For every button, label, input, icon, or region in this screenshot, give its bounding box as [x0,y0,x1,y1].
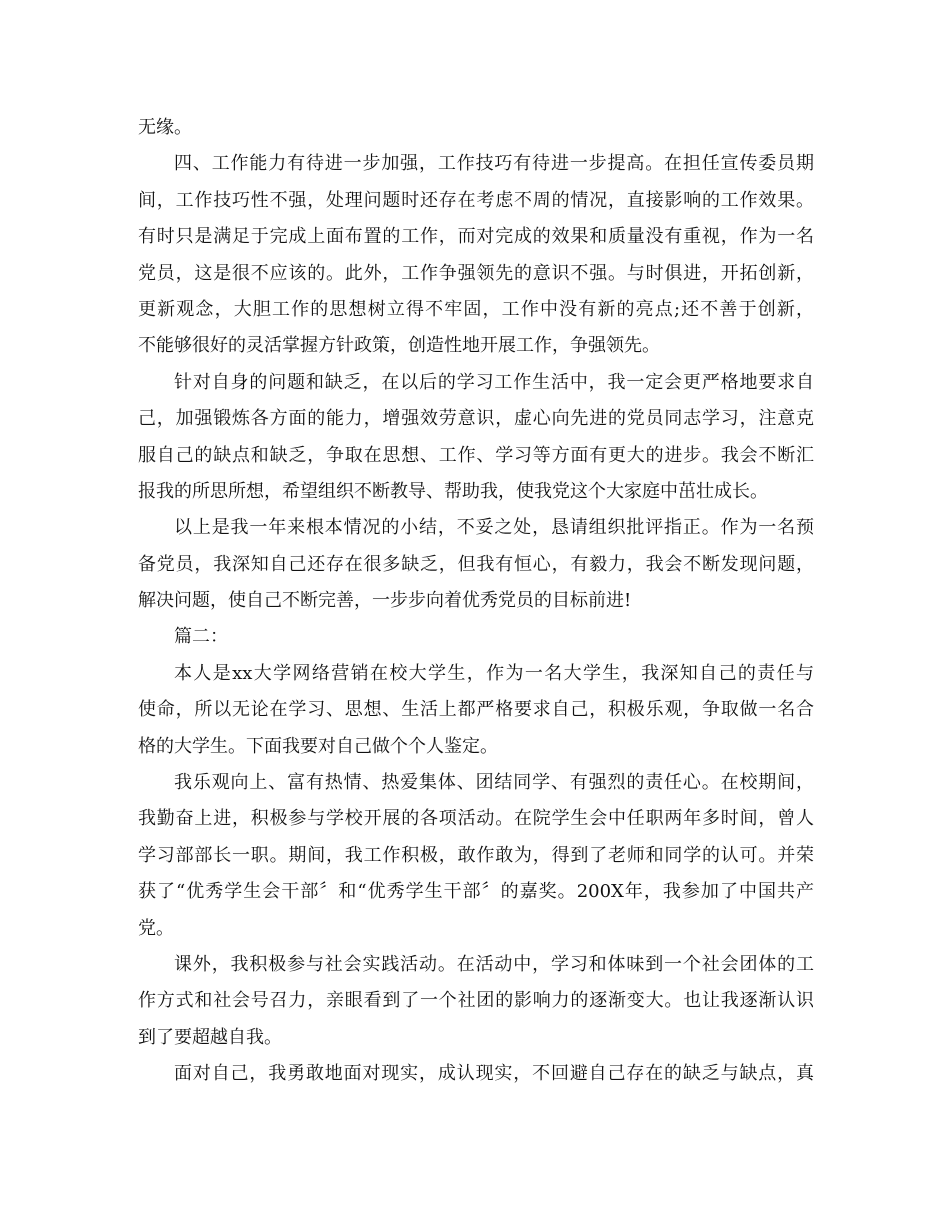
document-body [138,110,814,1093]
text-line: 到了要超越自我。 [138,1026,282,1048]
text-line: 服自己的缺点和缺乏，争取在思想、工作、学习等方面有更大的进步。我会不断汇 [138,444,814,466]
text-line: 四、工作能力有待进一步加强，工作技巧有待进一步提高。在担任宣传委员期 [174,153,814,175]
text-line: 本人是xx大学网络营销在校大学生，作为一名大学生，我深知自己的责任与 [174,662,814,684]
text-line: 学习部部长一职。期间，我工作积极，敢作敢为，得到了老师和同学的认可。并荣 [138,844,814,866]
text-line: 党。 [138,917,174,939]
text-line: 以上是我一年来根本情况的小结，不妥之处，恳请组织批评指正。作为一名预 [174,517,814,539]
text-line: 更新观念，大胆工作的思想树立得不牢固，工作中没有新的亮点;还不善于创新， [138,298,814,320]
text-line: 间，工作技巧性不强，处理问题时还存在考虑不周的情况，直接影响的工作效果。 [138,189,814,211]
text-line: 格的大学生。下面我要对自己做个个人鉴定。 [138,735,498,757]
text-line: 解决问题，使自己不断完善，一步步向着优秀党员的目标前进! [138,590,632,612]
text-line: 获了“优秀学生会干部〞和“优秀学生干部〞的嘉奖。200X年，我参加了中国共产 [138,881,814,903]
text-line: 我乐观向上、富有热情、热爱集体、团结同学、有强烈的责任心。在校期间， [174,772,814,794]
text-line: 党员，这是很不应该的。此外，工作争强领先的意识不强。与时俱进，开拓创新， [138,262,814,284]
text-line: 使命，所以无论在学习、思想、生活上都严格要求自己，积极乐观，争取做一名合 [138,699,814,721]
section-heading: 篇二： [174,626,228,648]
text-line: 针对自身的问题和缺乏，在以后的学习工作生活中，我一定会更严格地要求自 [174,371,814,393]
text-line: 有时只是满足于完成上面布置的工作，而对完成的效果和质量没有重视，作为一名 [138,226,814,248]
text-line: 备党员，我深知自己还存在很多缺乏，但我有恒心，有毅力，我会不断发现问题， [138,553,814,575]
text-line: 不能够很好的灵活掌握方针政策，创造性地开展工作，争强领先。 [138,335,660,357]
text-line: 课外，我积极参与社会实践活动。在活动中，学习和体味到一个社会团体的工 [174,953,814,975]
text-line: 我勤奋上进，积极参与学校开展的各项活动。在院学生会中任职两年多时间，曾人 [138,808,814,830]
text-line: 己，加强锻炼各方面的能力，增强效劳意识，虚心向先进的党员同志学习，注意克 [138,408,814,430]
text-line: 面对自己，我勇敢地面对现实，成认现实，不回避自己存在的缺乏与缺点，真 [174,1063,814,1085]
text-line: 作方式和社会号召力，亲眼看到了一个社团的影响力的逐渐变大。也让我逐渐认识 [138,990,814,1012]
text-line: 无缘。 [138,117,192,138]
text-line: 报我的所思所想，希望组织不断教导、帮助我，使我党这个大家庭中茁壮成长。 [138,480,768,502]
